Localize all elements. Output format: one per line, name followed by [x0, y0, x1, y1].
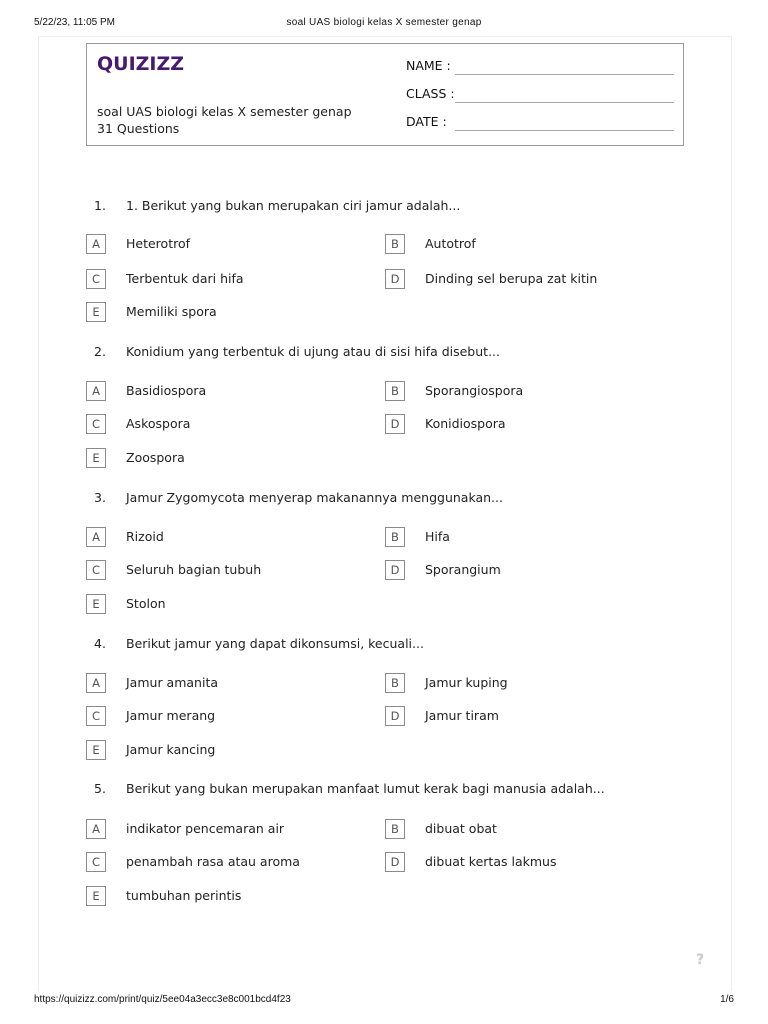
option-letter: C [86, 414, 106, 434]
question-text: 1. Berikut yang bukan merupakan ciri jamur adalah... [126, 198, 461, 213]
print-footer [0, 994, 768, 1008]
question-count: 31 Questions [97, 121, 180, 136]
print-date: 5/22/23, 11:05 PM [34, 17, 115, 28]
question-mark-icon[interactable]: ? [696, 952, 705, 968]
question-number: 2. [94, 344, 106, 359]
option-2c [86, 414, 386, 434]
option-3c [86, 560, 386, 580]
date-line [455, 130, 674, 131]
option-letter: B [385, 819, 405, 839]
option-letter: B [385, 234, 405, 254]
option-letter: E [86, 886, 106, 906]
option-letter: A [86, 527, 106, 547]
option-4a [86, 673, 386, 693]
option-3e [86, 594, 386, 614]
quiz-title: soal UAS biologi kelas X semester genap [97, 104, 352, 119]
option-text: Sporangium [425, 562, 501, 577]
question-number: 3. [94, 490, 106, 505]
option-letter: D [385, 852, 405, 872]
option-text: dibuat kertas lakmus [425, 854, 557, 869]
question-text: Berikut yang bukan merupakan manfaat lumut kerak bagi manusia adalah... [126, 781, 605, 796]
class-line [455, 102, 674, 103]
option-letter: B [385, 527, 405, 547]
option-3b [385, 527, 685, 547]
option-text: Sporangiospora [425, 383, 524, 398]
option-text: Jamur amanita [126, 675, 219, 690]
option-text: Autotrof [425, 236, 476, 251]
option-letter: E [86, 594, 106, 614]
option-5a [86, 819, 386, 839]
option-text: Memiliki spora [126, 304, 217, 319]
option-letter: C [86, 560, 106, 580]
option-letter: A [86, 819, 106, 839]
option-letter: A [86, 234, 106, 254]
option-letter: E [86, 448, 106, 468]
option-1c [86, 269, 386, 289]
option-letter: A [86, 673, 106, 693]
option-text: Terbentuk dari hifa [126, 271, 244, 286]
option-3a [86, 527, 386, 547]
option-5e [86, 886, 386, 906]
print-url: https://quizizz.com/print/quiz/5ee04a3ecc3e8c001bcd4f23 [34, 994, 291, 1005]
option-5d [385, 852, 685, 872]
option-3d [385, 560, 685, 580]
print-header [0, 17, 768, 31]
option-1e [86, 302, 386, 322]
print-title: soal UAS biologi kelas X semester genap [286, 17, 482, 28]
option-2b [385, 381, 685, 401]
option-text: Jamur kuping [425, 675, 508, 690]
option-2d [385, 414, 685, 434]
option-letter: C [86, 269, 106, 289]
option-text: Jamur kancing [126, 742, 216, 757]
option-5b [385, 819, 685, 839]
quiz-header-box [86, 43, 684, 146]
class-label: CLASS : [406, 86, 455, 101]
option-letter: D [385, 560, 405, 580]
option-letter: E [86, 302, 106, 322]
option-4d [385, 706, 685, 726]
name-label: NAME : [406, 58, 451, 73]
option-4c [86, 706, 386, 726]
option-2e [86, 448, 386, 468]
option-letter: B [385, 381, 405, 401]
date-label: DATE : [406, 114, 447, 129]
question-number: 1. [94, 198, 106, 213]
option-letter: D [385, 706, 405, 726]
option-1d [385, 269, 685, 289]
option-text: Jamur tiram [425, 708, 499, 723]
option-text: Askospora [126, 416, 191, 431]
question-text: Berikut jamur yang dapat dikonsumsi, kecuali... [126, 636, 424, 651]
option-text: Rizoid [126, 529, 164, 544]
option-2a [86, 381, 386, 401]
option-5c [86, 852, 386, 872]
option-letter: A [86, 381, 106, 401]
option-1a [86, 234, 386, 254]
option-4b [385, 673, 685, 693]
option-letter: B [385, 673, 405, 693]
option-text: dibuat obat [425, 821, 497, 836]
option-text: Zoospora [126, 450, 185, 465]
quiz-sheet [38, 36, 732, 991]
option-text: Stolon [126, 596, 166, 611]
option-letter: D [385, 269, 405, 289]
option-text: penambah rasa atau aroma [126, 854, 300, 869]
option-text: tumbuhan perintis [126, 888, 242, 903]
option-letter: C [86, 706, 106, 726]
question-text: Jamur Zygomycota menyerap makanannya menggunakan... [126, 490, 503, 505]
option-letter: C [86, 852, 106, 872]
option-text: Jamur merang [126, 708, 216, 723]
option-text: Konidiospora [425, 416, 506, 431]
option-letter: E [86, 740, 106, 760]
question-number: 5. [94, 781, 106, 796]
option-letter: D [385, 414, 405, 434]
option-text: Seluruh bagian tubuh [126, 562, 262, 577]
question-text: Konidium yang terbentuk di ujung atau di sisi hifa disebut... [126, 344, 500, 359]
name-line [455, 74, 674, 75]
question-number: 4. [94, 636, 106, 651]
page-number: 1/6 [720, 994, 734, 1005]
quizizz-logo: QUIZIZZ [97, 53, 185, 75]
option-1b [385, 234, 685, 254]
option-text: indikator pencemaran air [126, 821, 285, 836]
option-text: Basidiospora [126, 383, 207, 398]
option-text: Heterotrof [126, 236, 191, 251]
option-text: Dinding sel berupa zat kitin [425, 271, 598, 286]
option-4e [86, 740, 386, 760]
option-text: Hifa [425, 529, 450, 544]
